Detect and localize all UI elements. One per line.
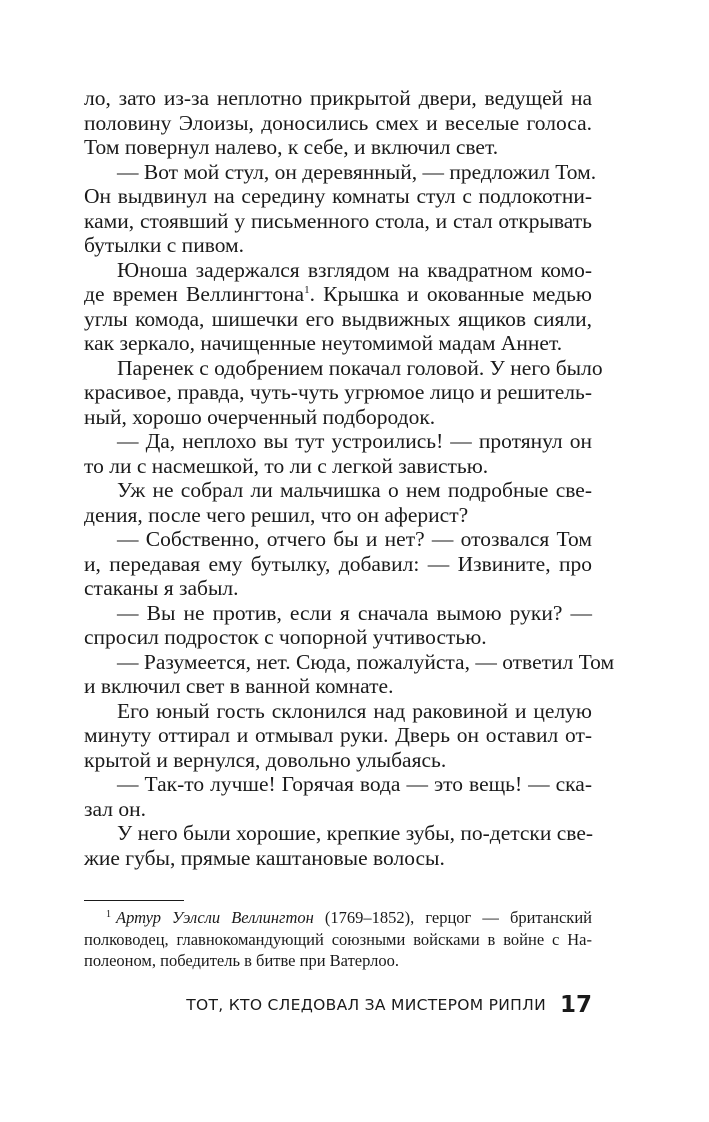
text-line: то ли с насмешкой, то ли с легкой завистью. — [84, 453, 489, 478]
text-line: и включил свет в ванной комнате. — [84, 674, 394, 698]
text-line: стаканы я забыл. — [84, 576, 239, 600]
footnote-marker: 1 — [106, 908, 111, 920]
text-line: красивое, правда, чуть-чуть угрюмое лицо и решитель- — [84, 380, 592, 404]
text-line: — Да, неплохо вы тут устроились! — протянул он — [117, 429, 592, 453]
paragraph — [84, 159, 597, 258]
text-line: — Собственно, отчего бы и нет? — отозвался Том — [117, 527, 592, 551]
text-line: как зеркало, начищенные неутомимой мадам Аннет. — [84, 331, 563, 355]
running-title: ТОТ, КТО СЛЕДОВАЛ ЗА МИСТЕРОМ РИПЛИ — [186, 996, 546, 1014]
paragraph — [84, 478, 592, 527]
footnote-reference: 1 — [304, 283, 310, 296]
text-line: — Вы не против, если я сначала вымою руки? — — [117, 600, 592, 625]
text-line: жие губы, прямые каштановые волосы. — [84, 845, 445, 870]
paragraph — [84, 699, 592, 773]
footnote-line: полководец, главнокомандующий союзными войсками в войне с На- — [84, 929, 592, 949]
footnote-divider — [84, 900, 184, 901]
text-line: ками, стоявший у письменного стола, и стал открывать — [84, 208, 592, 233]
text-line: Он выдвинул на середину комнаты стул с подлокотни- — [84, 184, 592, 208]
footnote-text: (1769–1852), герцог — британский — [313, 908, 592, 927]
paragraph — [84, 821, 592, 870]
text-line: ный, хорошо очерченный подбородок. — [84, 404, 436, 429]
footnote-line: полеоном, победитель в битве при Ватерлоо. — [84, 951, 399, 970]
paragraph — [84, 429, 592, 478]
text-line: ло, зато из-за неплотно прикрытой двери, ведущей на — [84, 86, 592, 110]
footnote-line — [84, 907, 592, 929]
text-line: зал он. — [84, 796, 146, 821]
text-line: — Разумеется, нет. Сюда, пожалуйста, — ответил Том — [117, 649, 615, 674]
paragraph — [84, 258, 592, 356]
text-line: и, передавая ему бутылку, добавил: — Извините, про — [84, 551, 592, 576]
footnote-person-name: Артур Уэлсли Веллингтон — [116, 908, 314, 927]
page-number: 17 — [559, 992, 592, 1018]
text-line: спросил подросток с чопорной учтивостью. — [84, 625, 487, 649]
paragraph — [84, 772, 592, 821]
text-line: крытой и вернулся, довольно улыбаясь. — [84, 747, 447, 772]
text-line: де времен Веллингтона$^1$. Крышка и окованные медью — [84, 282, 592, 306]
text-line: углы комода, шишечки его выдвижных ящиков сияли, — [84, 306, 592, 331]
running-footer — [180, 992, 592, 1018]
paragraph — [84, 527, 592, 601]
footnote — [84, 907, 592, 972]
text-line: Том повернул налево, к себе, и включил свет. — [84, 135, 499, 159]
text-line: половину Элоизы, доносились смех и веселые голоса. — [84, 110, 592, 135]
text-line: Уж не собрал ли мальчишка о нем подробные све- — [117, 478, 592, 502]
text-line: дения, после чего решил, что он аферист? — [84, 502, 469, 527]
text-line: Его юный гость склонился над раковиной и целую — [117, 698, 592, 723]
paragraph — [84, 86, 592, 160]
body-text — [84, 86, 615, 870]
text-line: — Вот мой стул, он деревянный, — предложил Том. — [117, 159, 597, 184]
text-line: У него были хорошие, крепкие зубы, по-детски све- — [117, 821, 594, 845]
paragraph — [84, 601, 592, 650]
text-line: — Так-то лучше! Горячая вода — это вещь! — ска- — [117, 772, 592, 796]
text-line: минуту оттирал и отмывал руки. Дверь он оставил от- — [84, 723, 592, 747]
paragraph — [84, 649, 615, 699]
text-line: Юноша задержался взглядом на квадратном комо- — [117, 257, 592, 282]
paragraph — [84, 355, 603, 430]
text-line: Паренек с одобрением покачал головой. У него было — [117, 355, 603, 380]
text-line: бутылки с пивом. — [84, 233, 245, 257]
